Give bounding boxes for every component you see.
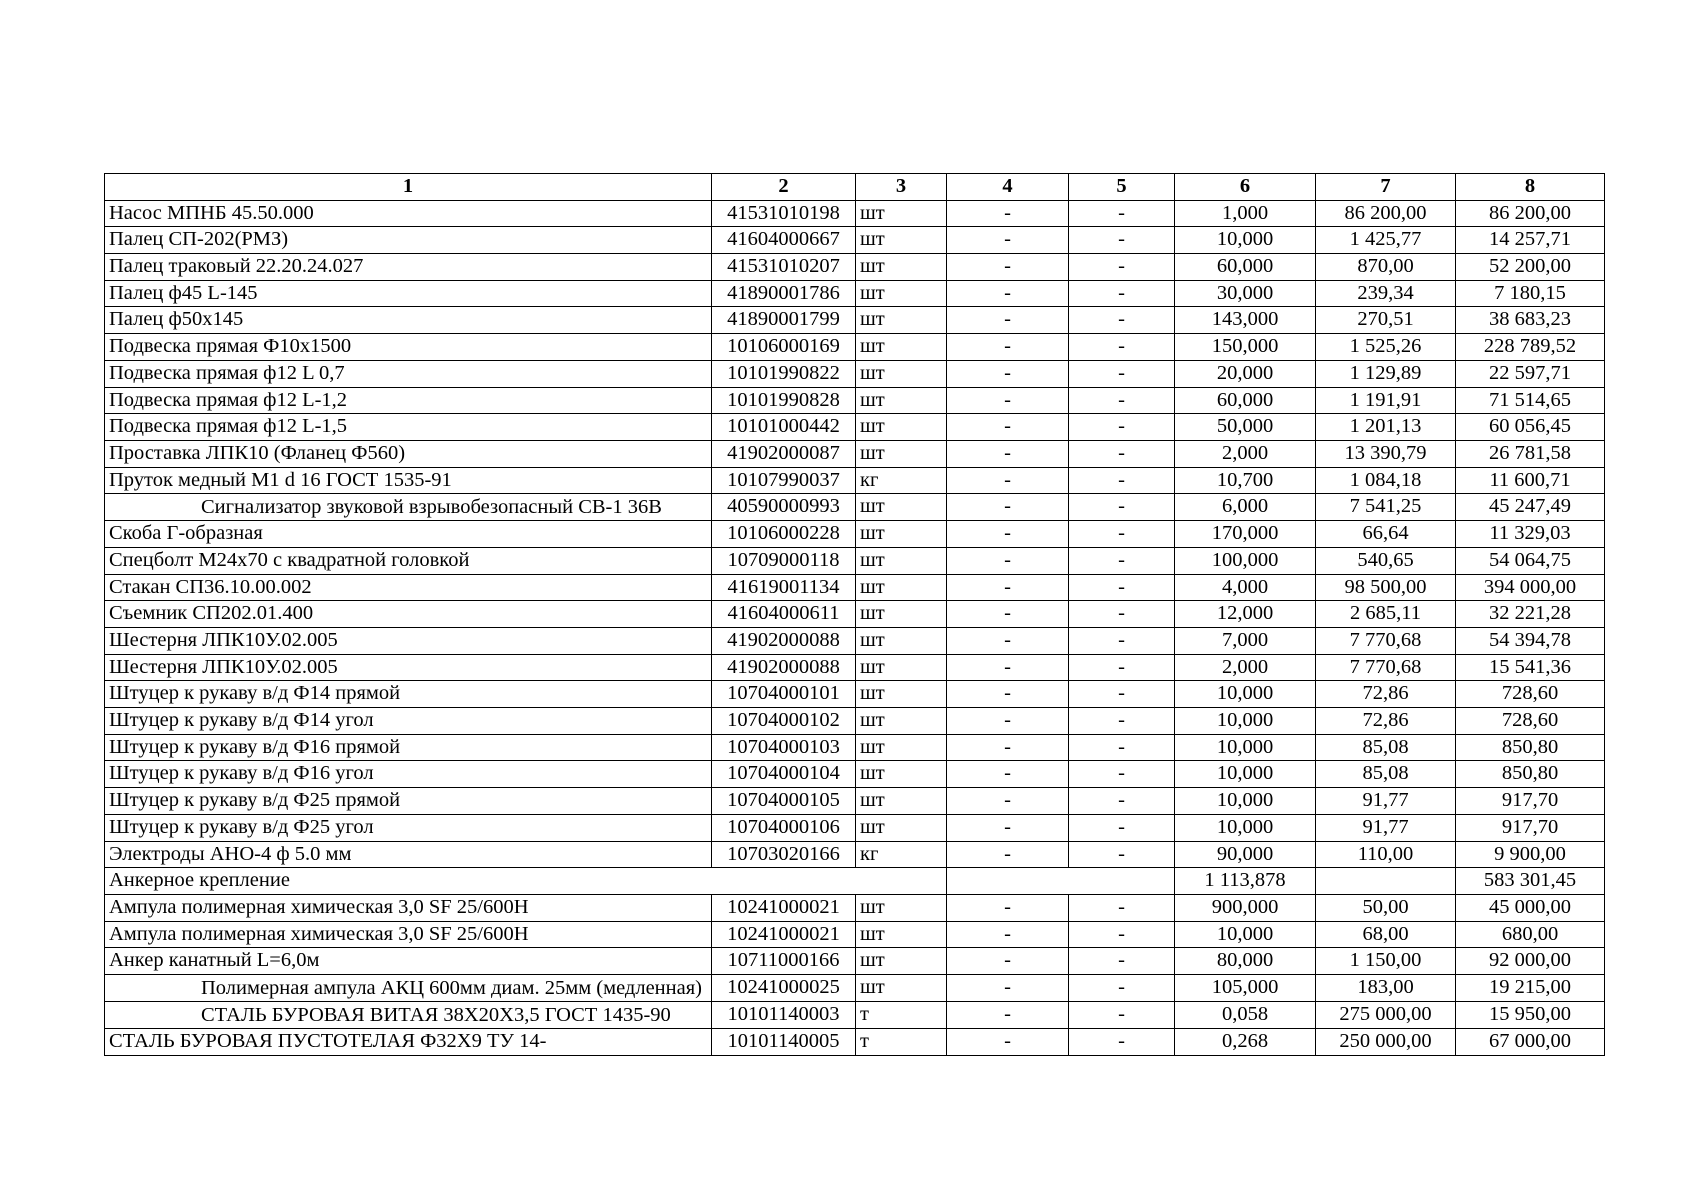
- qty-cell: 900,000: [1175, 894, 1316, 921]
- table-row: [105, 414, 1605, 441]
- sum-cell: 680,00: [1456, 921, 1605, 948]
- code-cell: 41604000611: [712, 601, 856, 628]
- price-cell: 7 541,25: [1316, 494, 1456, 521]
- price-cell: 68,00: [1316, 921, 1456, 948]
- code-cell: 10711000166: [712, 948, 856, 975]
- unit-cell: шт: [856, 601, 947, 628]
- code-cell: 10106000228: [712, 521, 856, 548]
- col5-cell: -: [1069, 761, 1175, 788]
- item-name-cell: Шестерня ЛПК10У.02.005: [105, 654, 712, 681]
- unit-cell: шт: [856, 547, 947, 574]
- table-row: [105, 547, 1605, 574]
- empty-cell: [947, 868, 1175, 895]
- code-cell: 41902000087: [712, 440, 856, 467]
- col4-cell: -: [947, 681, 1069, 708]
- qty-cell: 100,000: [1175, 547, 1316, 574]
- col4-cell: -: [947, 467, 1069, 494]
- col5-cell: -: [1069, 601, 1175, 628]
- col5-cell: -: [1069, 1001, 1175, 1028]
- price-cell: 86 200,00: [1316, 200, 1456, 227]
- qty-cell: 12,000: [1175, 601, 1316, 628]
- unit-cell: шт: [856, 628, 947, 655]
- qty-cell: 80,000: [1175, 948, 1316, 975]
- sum-cell: 917,70: [1456, 814, 1605, 841]
- header-cell: 1: [105, 174, 712, 201]
- price-cell: 183,00: [1316, 974, 1456, 1001]
- header-row: [105, 174, 1605, 201]
- qty-cell: 0,058: [1175, 1001, 1316, 1028]
- price-cell: 1 425,77: [1316, 227, 1456, 254]
- col5-cell: -: [1069, 521, 1175, 548]
- table-row: [105, 574, 1605, 601]
- qty-cell: 1 113,878: [1175, 868, 1316, 895]
- empty-cell: [1316, 868, 1456, 895]
- unit-cell: кг: [856, 841, 947, 868]
- sum-cell: 32 221,28: [1456, 601, 1605, 628]
- item-name-cell: Спецболт М24х70 с квадратной головкой: [105, 547, 712, 574]
- table-row: [105, 788, 1605, 815]
- table-row: [105, 440, 1605, 467]
- col4-cell: -: [947, 894, 1069, 921]
- col5-cell: -: [1069, 654, 1175, 681]
- col5-cell: -: [1069, 307, 1175, 334]
- header-cell: 3: [856, 174, 947, 201]
- table-row: [105, 334, 1605, 361]
- sum-cell: 60 056,45: [1456, 414, 1605, 441]
- qty-cell: 10,000: [1175, 921, 1316, 948]
- col4-cell: -: [947, 921, 1069, 948]
- sum-cell: 11 600,71: [1456, 467, 1605, 494]
- col4-cell: -: [947, 788, 1069, 815]
- table-row: [105, 654, 1605, 681]
- price-cell: 85,08: [1316, 734, 1456, 761]
- code-cell: 10709000118: [712, 547, 856, 574]
- unit-cell: шт: [856, 280, 947, 307]
- price-cell: 540,65: [1316, 547, 1456, 574]
- col4-cell: -: [947, 948, 1069, 975]
- code-cell: 10101990828: [712, 387, 856, 414]
- sum-cell: 728,60: [1456, 681, 1605, 708]
- code-cell: 10107990037: [712, 467, 856, 494]
- unit-cell: шт: [856, 360, 947, 387]
- sum-cell: 52 200,00: [1456, 254, 1605, 281]
- col4-cell: -: [947, 841, 1069, 868]
- table-row: [105, 254, 1605, 281]
- code-cell: 41902000088: [712, 654, 856, 681]
- item-name-cell: Штуцер к рукаву в/д Ф16 прямой: [105, 734, 712, 761]
- table-row: [105, 467, 1605, 494]
- item-name-cell: Проставка ЛПК10 (Фланец Ф560): [105, 440, 712, 467]
- qty-cell: 90,000: [1175, 841, 1316, 868]
- sum-cell: 71 514,65: [1456, 387, 1605, 414]
- sum-cell: 850,80: [1456, 761, 1605, 788]
- item-name-cell: Штуцер к рукаву в/д Ф16 угол: [105, 761, 712, 788]
- item-name-cell: Подвеска прямая ф12 L-1,2: [105, 387, 712, 414]
- sum-cell: 67 000,00: [1456, 1028, 1605, 1055]
- col4-cell: -: [947, 387, 1069, 414]
- group-row: [105, 868, 1605, 895]
- col4-cell: -: [947, 1001, 1069, 1028]
- unit-cell: шт: [856, 254, 947, 281]
- code-cell: 41619001134: [712, 574, 856, 601]
- sum-cell: 15 950,00: [1456, 1001, 1605, 1028]
- col5-cell: -: [1069, 254, 1175, 281]
- code-cell: 10101990822: [712, 360, 856, 387]
- price-cell: 66,64: [1316, 521, 1456, 548]
- qty-cell: 150,000: [1175, 334, 1316, 361]
- col5-cell: -: [1069, 788, 1175, 815]
- sum-cell: 19 215,00: [1456, 974, 1605, 1001]
- qty-cell: 2,000: [1175, 654, 1316, 681]
- table-row: [105, 1001, 1605, 1028]
- col4-cell: -: [947, 200, 1069, 227]
- table-row: [105, 280, 1605, 307]
- qty-cell: 10,000: [1175, 708, 1316, 735]
- unit-cell: шт: [856, 334, 947, 361]
- col4-cell: -: [947, 734, 1069, 761]
- price-cell: 275 000,00: [1316, 1001, 1456, 1028]
- col5-cell: -: [1069, 334, 1175, 361]
- col5-cell: -: [1069, 708, 1175, 735]
- table-row: [105, 974, 1605, 1001]
- item-name-cell: Электроды АНО-4 ф 5.0 мм: [105, 841, 712, 868]
- code-cell: 40590000993: [712, 494, 856, 521]
- sum-cell: 54 064,75: [1456, 547, 1605, 574]
- group-name-cell: Анкерное крепление: [105, 868, 947, 895]
- qty-cell: 7,000: [1175, 628, 1316, 655]
- table-row: [105, 761, 1605, 788]
- code-cell: 10101000442: [712, 414, 856, 441]
- col4-cell: -: [947, 440, 1069, 467]
- qty-cell: 50,000: [1175, 414, 1316, 441]
- price-cell: 98 500,00: [1316, 574, 1456, 601]
- col4-cell: -: [947, 280, 1069, 307]
- table-row: [105, 841, 1605, 868]
- qty-cell: 20,000: [1175, 360, 1316, 387]
- col4-cell: -: [947, 974, 1069, 1001]
- code-cell: 41531010198: [712, 200, 856, 227]
- item-name-cell: Палец ф45 L-145: [105, 280, 712, 307]
- price-cell: 110,00: [1316, 841, 1456, 868]
- qty-cell: 10,000: [1175, 681, 1316, 708]
- code-cell: 41890001786: [712, 280, 856, 307]
- unit-cell: шт: [856, 387, 947, 414]
- item-name-cell: Палец СП-202(РМЗ): [105, 227, 712, 254]
- col5-cell: -: [1069, 494, 1175, 521]
- sum-cell: 850,80: [1456, 734, 1605, 761]
- item-name-cell: Шестерня ЛПК10У.02.005: [105, 628, 712, 655]
- table-row: [105, 200, 1605, 227]
- code-cell: 41604000667: [712, 227, 856, 254]
- unit-cell: т: [856, 1028, 947, 1055]
- code-cell: 10241000025: [712, 974, 856, 1001]
- price-cell: 72,86: [1316, 708, 1456, 735]
- price-cell: 250 000,00: [1316, 1028, 1456, 1055]
- table-row: [105, 307, 1605, 334]
- item-name-cell: Штуцер к рукаву в/д Ф14 угол: [105, 708, 712, 735]
- table-row: [105, 521, 1605, 548]
- col5-cell: -: [1069, 440, 1175, 467]
- col5-cell: -: [1069, 681, 1175, 708]
- col5-cell: -: [1069, 628, 1175, 655]
- sum-cell: 14 257,71: [1456, 227, 1605, 254]
- header-cell: 5: [1069, 174, 1175, 201]
- unit-cell: шт: [856, 894, 947, 921]
- col4-cell: -: [947, 708, 1069, 735]
- code-cell: 10101140005: [712, 1028, 856, 1055]
- item-name-cell: Палец траковый 22.20.24.027: [105, 254, 712, 281]
- col5-cell: -: [1069, 360, 1175, 387]
- item-name-cell: Полимерная ампула АКЦ 600мм диам. 25мм (медленная): [105, 974, 712, 1001]
- price-cell: 1 191,91: [1316, 387, 1456, 414]
- sum-cell: 228 789,52: [1456, 334, 1605, 361]
- item-name-cell: Ампула полимерная химическая 3,0 SF 25/600Н: [105, 921, 712, 948]
- table-row: [105, 708, 1605, 735]
- price-cell: 270,51: [1316, 307, 1456, 334]
- price-cell: 50,00: [1316, 894, 1456, 921]
- col5-cell: -: [1069, 467, 1175, 494]
- sum-cell: 45 000,00: [1456, 894, 1605, 921]
- col4-cell: -: [947, 1028, 1069, 1055]
- materials-table: [104, 173, 1605, 1056]
- unit-cell: шт: [856, 414, 947, 441]
- item-name-cell: Пруток медный М1 d 16 ГОСТ 1535-91: [105, 467, 712, 494]
- qty-cell: 10,700: [1175, 467, 1316, 494]
- col5-cell: -: [1069, 1028, 1175, 1055]
- qty-cell: 6,000: [1175, 494, 1316, 521]
- col4-cell: -: [947, 761, 1069, 788]
- sum-cell: 38 683,23: [1456, 307, 1605, 334]
- col4-cell: -: [947, 227, 1069, 254]
- sum-cell: 11 329,03: [1456, 521, 1605, 548]
- code-cell: 41531010207: [712, 254, 856, 281]
- code-cell: 10704000103: [712, 734, 856, 761]
- col4-cell: -: [947, 360, 1069, 387]
- unit-cell: шт: [856, 574, 947, 601]
- col4-cell: -: [947, 574, 1069, 601]
- unit-cell: шт: [856, 734, 947, 761]
- table-row: [105, 681, 1605, 708]
- qty-cell: 10,000: [1175, 734, 1316, 761]
- item-name-cell: Стакан СП36.10.00.002: [105, 574, 712, 601]
- qty-cell: 105,000: [1175, 974, 1316, 1001]
- item-name-cell: Штуцер к рукаву в/д Ф14 прямой: [105, 681, 712, 708]
- col5-cell: -: [1069, 547, 1175, 574]
- qty-cell: 10,000: [1175, 761, 1316, 788]
- col5-cell: -: [1069, 414, 1175, 441]
- col4-cell: -: [947, 601, 1069, 628]
- qty-cell: 10,000: [1175, 788, 1316, 815]
- unit-cell: шт: [856, 708, 947, 735]
- col5-cell: -: [1069, 227, 1175, 254]
- unit-cell: шт: [856, 948, 947, 975]
- qty-cell: 4,000: [1175, 574, 1316, 601]
- col5-cell: -: [1069, 841, 1175, 868]
- col4-cell: -: [947, 628, 1069, 655]
- code-cell: 10704000101: [712, 681, 856, 708]
- table-row: [105, 360, 1605, 387]
- price-cell: 2 685,11: [1316, 601, 1456, 628]
- header-cell: 4: [947, 174, 1069, 201]
- price-cell: 239,34: [1316, 280, 1456, 307]
- price-cell: 85,08: [1316, 761, 1456, 788]
- item-name-cell: Подвеска прямая Ф10х1500: [105, 334, 712, 361]
- item-name-cell: Съемник СП202.01.400: [105, 601, 712, 628]
- code-cell: 10704000105: [712, 788, 856, 815]
- qty-cell: 30,000: [1175, 280, 1316, 307]
- table-row: [105, 814, 1605, 841]
- col5-cell: -: [1069, 921, 1175, 948]
- item-name-cell: Палец ф50х145: [105, 307, 712, 334]
- table-row: [105, 227, 1605, 254]
- col5-cell: -: [1069, 200, 1175, 227]
- unit-cell: шт: [856, 921, 947, 948]
- col4-cell: -: [947, 814, 1069, 841]
- item-name-cell: Штуцер к рукаву в/д Ф25 угол: [105, 814, 712, 841]
- unit-cell: кг: [856, 467, 947, 494]
- col5-cell: -: [1069, 574, 1175, 601]
- col4-cell: -: [947, 414, 1069, 441]
- code-cell: 41902000088: [712, 628, 856, 655]
- table-row: [105, 1028, 1605, 1055]
- table-row: [105, 494, 1605, 521]
- unit-cell: шт: [856, 307, 947, 334]
- unit-cell: шт: [856, 761, 947, 788]
- sum-cell: 394 000,00: [1456, 574, 1605, 601]
- code-cell: 10241000021: [712, 894, 856, 921]
- price-cell: 7 770,68: [1316, 654, 1456, 681]
- col5-cell: -: [1069, 387, 1175, 414]
- sum-cell: 54 394,78: [1456, 628, 1605, 655]
- unit-cell: шт: [856, 681, 947, 708]
- price-cell: 870,00: [1316, 254, 1456, 281]
- col4-cell: -: [947, 494, 1069, 521]
- qty-cell: 10,000: [1175, 227, 1316, 254]
- header-cell: 6: [1175, 174, 1316, 201]
- price-cell: 91,77: [1316, 788, 1456, 815]
- col5-cell: -: [1069, 974, 1175, 1001]
- table-row: [105, 921, 1605, 948]
- header-cell: 8: [1456, 174, 1605, 201]
- col5-cell: -: [1069, 894, 1175, 921]
- sum-cell: 45 247,49: [1456, 494, 1605, 521]
- item-name-cell: Подвеска прямая ф12 L-1,5: [105, 414, 712, 441]
- col4-cell: -: [947, 547, 1069, 574]
- table-row: [105, 628, 1605, 655]
- qty-cell: 60,000: [1175, 254, 1316, 281]
- price-cell: 1 150,00: [1316, 948, 1456, 975]
- code-cell: 10101140003: [712, 1001, 856, 1028]
- price-cell: 1 084,18: [1316, 467, 1456, 494]
- sum-cell: 917,70: [1456, 788, 1605, 815]
- price-cell: 72,86: [1316, 681, 1456, 708]
- col4-cell: -: [947, 334, 1069, 361]
- item-name-cell: Ампула полимерная химическая 3,0 SF 25/600Н: [105, 894, 712, 921]
- col4-cell: -: [947, 254, 1069, 281]
- header-cell: 7: [1316, 174, 1456, 201]
- item-name-cell: СТАЛЬ БУРОВАЯ ВИТАЯ 38Х20Х3,5 ГОСТ 1435-90: [105, 1001, 712, 1028]
- header-cell: 2: [712, 174, 856, 201]
- unit-cell: шт: [856, 654, 947, 681]
- sum-cell: 7 180,15: [1456, 280, 1605, 307]
- unit-cell: шт: [856, 521, 947, 548]
- unit-cell: шт: [856, 200, 947, 227]
- code-cell: 10241000021: [712, 921, 856, 948]
- unit-cell: шт: [856, 494, 947, 521]
- col5-cell: -: [1069, 734, 1175, 761]
- item-name-cell: СТАЛЬ БУРОВАЯ ПУСТОТЕЛАЯ Ф32Х9 ТУ 14-: [105, 1028, 712, 1055]
- qty-cell: 143,000: [1175, 307, 1316, 334]
- item-name-cell: Сигнализатор звуковой взрывобезопасный СВ-1 36В: [105, 494, 712, 521]
- table-row: [105, 734, 1605, 761]
- table-row: [105, 894, 1605, 921]
- sum-cell: 22 597,71: [1456, 360, 1605, 387]
- price-cell: 1 129,89: [1316, 360, 1456, 387]
- qty-cell: 2,000: [1175, 440, 1316, 467]
- price-cell: 13 390,79: [1316, 440, 1456, 467]
- code-cell: 10704000102: [712, 708, 856, 735]
- col5-cell: -: [1069, 280, 1175, 307]
- code-cell: 41890001799: [712, 307, 856, 334]
- item-name-cell: Скоба Г-образная: [105, 521, 712, 548]
- unit-cell: т: [856, 1001, 947, 1028]
- unit-cell: шт: [856, 814, 947, 841]
- price-cell: 91,77: [1316, 814, 1456, 841]
- unit-cell: шт: [856, 227, 947, 254]
- code-cell: 10704000104: [712, 761, 856, 788]
- table-row: [105, 948, 1605, 975]
- sum-cell: 15 541,36: [1456, 654, 1605, 681]
- sum-cell: 9 900,00: [1456, 841, 1605, 868]
- price-cell: 1 201,13: [1316, 414, 1456, 441]
- col4-cell: -: [947, 654, 1069, 681]
- qty-cell: 1,000: [1175, 200, 1316, 227]
- unit-cell: шт: [856, 974, 947, 1001]
- item-name-cell: Штуцер к рукаву в/д Ф25 прямой: [105, 788, 712, 815]
- item-name-cell: Анкер канатный L=6,0м: [105, 948, 712, 975]
- price-cell: 7 770,68: [1316, 628, 1456, 655]
- qty-cell: 0,268: [1175, 1028, 1316, 1055]
- item-name-cell: Подвеска прямая ф12 L 0,7: [105, 360, 712, 387]
- qty-cell: 60,000: [1175, 387, 1316, 414]
- col5-cell: -: [1069, 948, 1175, 975]
- code-cell: 10704000106: [712, 814, 856, 841]
- col5-cell: -: [1069, 814, 1175, 841]
- price-cell: 1 525,26: [1316, 334, 1456, 361]
- table-row: [105, 387, 1605, 414]
- code-cell: 10106000169: [712, 334, 856, 361]
- sum-cell: 26 781,58: [1456, 440, 1605, 467]
- sum-cell: 583 301,45: [1456, 868, 1605, 895]
- unit-cell: шт: [856, 788, 947, 815]
- sum-cell: 728,60: [1456, 708, 1605, 735]
- qty-cell: 170,000: [1175, 521, 1316, 548]
- unit-cell: шт: [856, 440, 947, 467]
- col4-cell: -: [947, 307, 1069, 334]
- sum-cell: 92 000,00: [1456, 948, 1605, 975]
- code-cell: 10703020166: [712, 841, 856, 868]
- item-name-cell: Насос МПНБ 45.50.000: [105, 200, 712, 227]
- col4-cell: -: [947, 521, 1069, 548]
- sum-cell: 86 200,00: [1456, 200, 1605, 227]
- qty-cell: 10,000: [1175, 814, 1316, 841]
- table-row: [105, 601, 1605, 628]
